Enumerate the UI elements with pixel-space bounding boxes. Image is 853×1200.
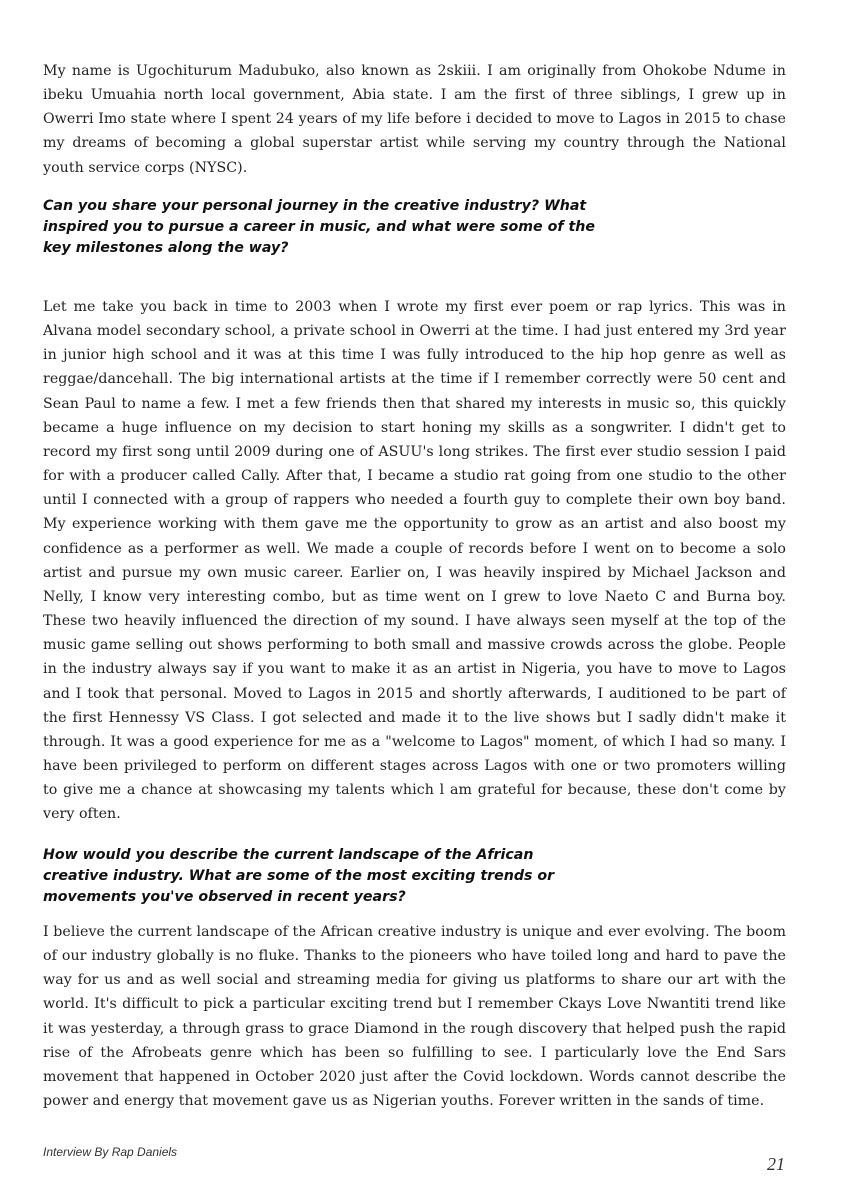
intro-paragraph: My name is Ugochiturum Madubuko, also known as 2skiii. I am originally from Ohokobe Ndume in ibeku Umuahia north local government, Abia state. I am the first of three siblings, I grew up in Owerri Imo state where I spent 24 years of my life before i decided to move to Lagos in 2015 to chase my dreams of becoming a global superstar artist while serving my country through the National youth service corps (NYSC). <box>43 63 786 176</box>
answer-paragraph-2: I believe the current landscape of the African creative industry is unique and ever evolving. The boom of our industry globally is no fluke. Thanks to the pioneers who have toiled long and hard to pave the way for us and as well social and streaming media for giving us platforms to share our art with the world. It's difficult to pick a particular exciting trend but I remember Ckays Love Nwantiti trend like it was yesterday, a through grass to grace Diamond in the rough discovery that helped push the rapid rise of the Afrobeats genre which has been so fulfilling to see. I particularly love the End Sars movement that happened in October 2020 just after the Covid lockdown. Words cannot describe the power and energy that movement gave us as Nigerian youths. Forever written in the sands of time. <box>43 924 786 1110</box>
page-number: 21 <box>767 1154 785 1174</box>
interview-question-2: How would you describe the current landscape of the African creative industry. What are some of the most exciting trends or movements you've observed in recent years? <box>43 847 555 905</box>
interview-question-1: Can you share your personal journey in the creative industry? What inspired you to pursue a career in music, and what were some of the key milestones along the way? <box>43 198 595 256</box>
answer-paragraph-1: Let me take you back in time to 2003 when I wrote my first ever poem or rap lyrics. This was in Alvana model secondary school, a private school in Owerri at the time. I had just entered my 3rd year in junior high school and it was at this time I was fully introduced to the hip hop genre as well as reggae/dancehall. The big international artists at the time if I remember correctly were 50 cent and Sean Paul to name a few. I met a few friends then that shared my interests in music so, this quickly became a huge influence on my decision to start honing my skills as a songwriter. I didn't get to record my first song until 2009 during one of ASUU's long strikes. The first ever studio session I paid for with a producer called Cally. After that, I became a studio rat going from one studio to the other until I connected with a group of rappers who needed a fourth guy to complete their own boy band. My experience working with them gave me the opportunity to grow as an artist and also boost my confidence as a performer as well. We made a couple of records before I went on to become a solo artist and pursue my own music career. Earlier on, I was heavily inspired by Michael Jackson and Nelly, I know very interesting combo, but as time went on I grew to love Naeto C and Burna boy. These two heavily influenced the direction of my sound. I have always seen myself at the top of the music game selling out shows performing to both small and massive crowds across the globe. People in the industry always say if you want to make it as an artist in Nigeria, you have to move to Lagos and I took that personal. Moved to Lagos in 2015 and shortly afterwards, I auditioned to be part of the first Hennessy VS Class. I got selected and made it to the live shows but I sadly didn't make it through. It was a good experience for me as a "welcome to Lagos" moment, of which I had so many. I have been privileged to perform on different stages across Lagos with one or two promoters willing to give me a chance at showcasing my talents which l am grateful for because, these don't come by very often. <box>43 299 786 823</box>
interview-credit: Interview By Rap Daniels <box>43 1145 178 1159</box>
